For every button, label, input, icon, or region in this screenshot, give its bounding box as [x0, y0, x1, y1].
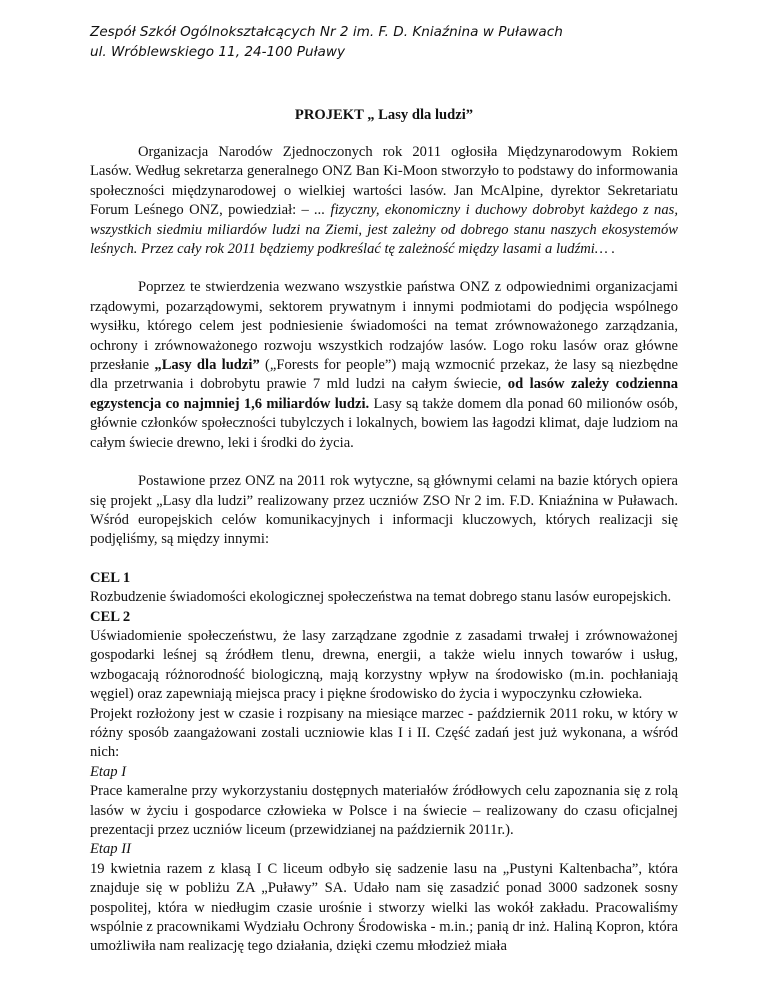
- goals-section: [90, 569, 678, 957]
- goals-intro-paragraph: Postawione przez ONZ na 2011 rok wytyczne, są głównymi celami na bazie których opiera się projekt „Lasy dla ludzi” realizowany przez uczniów ZSO Nr 2 im. F.D. Kniaźnina w Puławach. Wśród europejskich celów komunikacyjnych i informacji kluczowych, których realizacji się podjęliśmy, są między innymi:: [90, 473, 678, 548]
- intro-text: Organizacja Narodów Zjednoczonych rok 2011 ogłosiła Międzynarodowym Rokiem Lasów. Według sekretarza generalnego ONZ Ban Ki-Moon stworzyło to podstawy do informowania społeczności międzynarodowej o wielkiej wartości lasów. Jan McAlpine, dyrektor Sekretariatu Forum Leśnego ONZ, powiedział: –: [90, 144, 678, 219]
- school-name: Zespół Szkół Ogólnokształcących Nr 2 im. F. D. Kniaźnina w Puławach: [90, 24, 563, 40]
- goal-text: Uświadomienie społeczeństwu, że lasy zarządzane zgodnie z zasadami trwałej i zrównoważonej gospodarki leśnej są źródłem tlenu, drewna, energii, a także wielu innych towarów i usług, wzbogacają różnorodność biologiczną, mają korzystny wpływ na środowisko (m.in. pochłaniają węgiel) oraz zapewniają miejsca pracy i piękne środowisko do życia i wypoczynku człowieka.: [90, 627, 678, 703]
- goal-heading: CEL 2: [90, 608, 131, 625]
- goal-text: Rozbudzenie świadomości ekologicznej społeczeństwa na temat dobrego stanu lasów europejskich.: [90, 589, 672, 606]
- stage-text: 19 kwietnia razem z klasą I C liceum odbyło się sadzenie lasu na „Pustyni Kaltenbacha”, która znajduje się w pobliżu ZA „Puławy” SA. Udało nam się zasadzić ponad 3000 sadzonek sosny pospolitej, która w niedługim czasie urośnie i stworzy wielki las wokół zakładu. Pracowaliśmy wspólnie z pracownikami Wydziału Ochrony Środowiska - m.in.; panią dr inż. Haliną Kopron, która umożliwiła nam realizację tego działania, dzięki czemu młodzież miała: [90, 860, 678, 955]
- school-address: ul. Wróblewskiego 11, 24-100 Puławy: [90, 44, 346, 60]
- intro-paragraph: [90, 143, 678, 259]
- project-schedule-text: Projekt rozłożony jest w czasie i rozpisany na miesiące marzec - październik 2011 roku, w który w różny sposób zaangażowani zostali uczniowie klas I i II. Część zadań jest już wykonana, a wśród nich:: [90, 705, 678, 761]
- appeal-paragraph: [90, 278, 678, 453]
- stage-label: Etap I: [90, 763, 127, 780]
- stage-text: Prace kameralne przy wykorzystaniu dostępnych materiałów źródłowych celu zapoznania się z rolą lasów w życiu i gospodarce człowieka w Polsce i na świecie – realizowany do czasu oficjalnej prezentacji przez uczniów liceum (przewidzianej na październik 2011r.).: [90, 783, 678, 838]
- stage-label: Etap II: [90, 841, 131, 858]
- project-title: PROJEKT „ Lasy dla ludzi”: [294, 107, 474, 123]
- appeal-text-a: Poprzez te stwierdzenia wezwano wszystkie państwa ONZ z odpowiednimi organizacjami rządowymi, pozarządowymi, sektorem prywatnym i innymi podmiotami do podjęcia wspólnego wysiłku, którego celem jest podniesienie świadomości na temat zrównoważonego zarządzania, ochrony i zrównoważonego rozwoju wszystkich rodzajów lasów. Logo roku lasów oraz główne przesłanie: [90, 279, 678, 374]
- appeal-text-c: („Forests for people”) mają wzmocnić przekaz, że lasy są niezbędne dla przetrwania i dobrobytu prawie 7 mld ludzi na całym świecie,: [90, 357, 678, 393]
- goal-heading: CEL 1: [90, 569, 131, 586]
- appeal-text-e: Lasy są także domem dla ponad 60 milionów osób, głównie członków społeczności tubylczych i lokalnych, bowiem las łagodzi klimat, daje ludziom na całym świecie drewno, leki i środki do życia.: [90, 395, 678, 451]
- intro-quote: ... fizyczny, ekonomiczny i duchowy dobrobyt każdego z nas, wszystkich siedmiu miliardów ludzi na Ziemi, jest zależny od dobrego stanu naszych ekosystemów leśnych. Przez cały rok 2011 będziemy podkreślać tę zależność między lasami a ludźmi… .: [90, 202, 678, 258]
- dependency-bold: od lasów zależy codzienna egzystencja co najmniej 1,6 miliardów ludzi.: [90, 376, 678, 412]
- motto-bold: „Lasy dla ludzi”: [154, 357, 260, 374]
